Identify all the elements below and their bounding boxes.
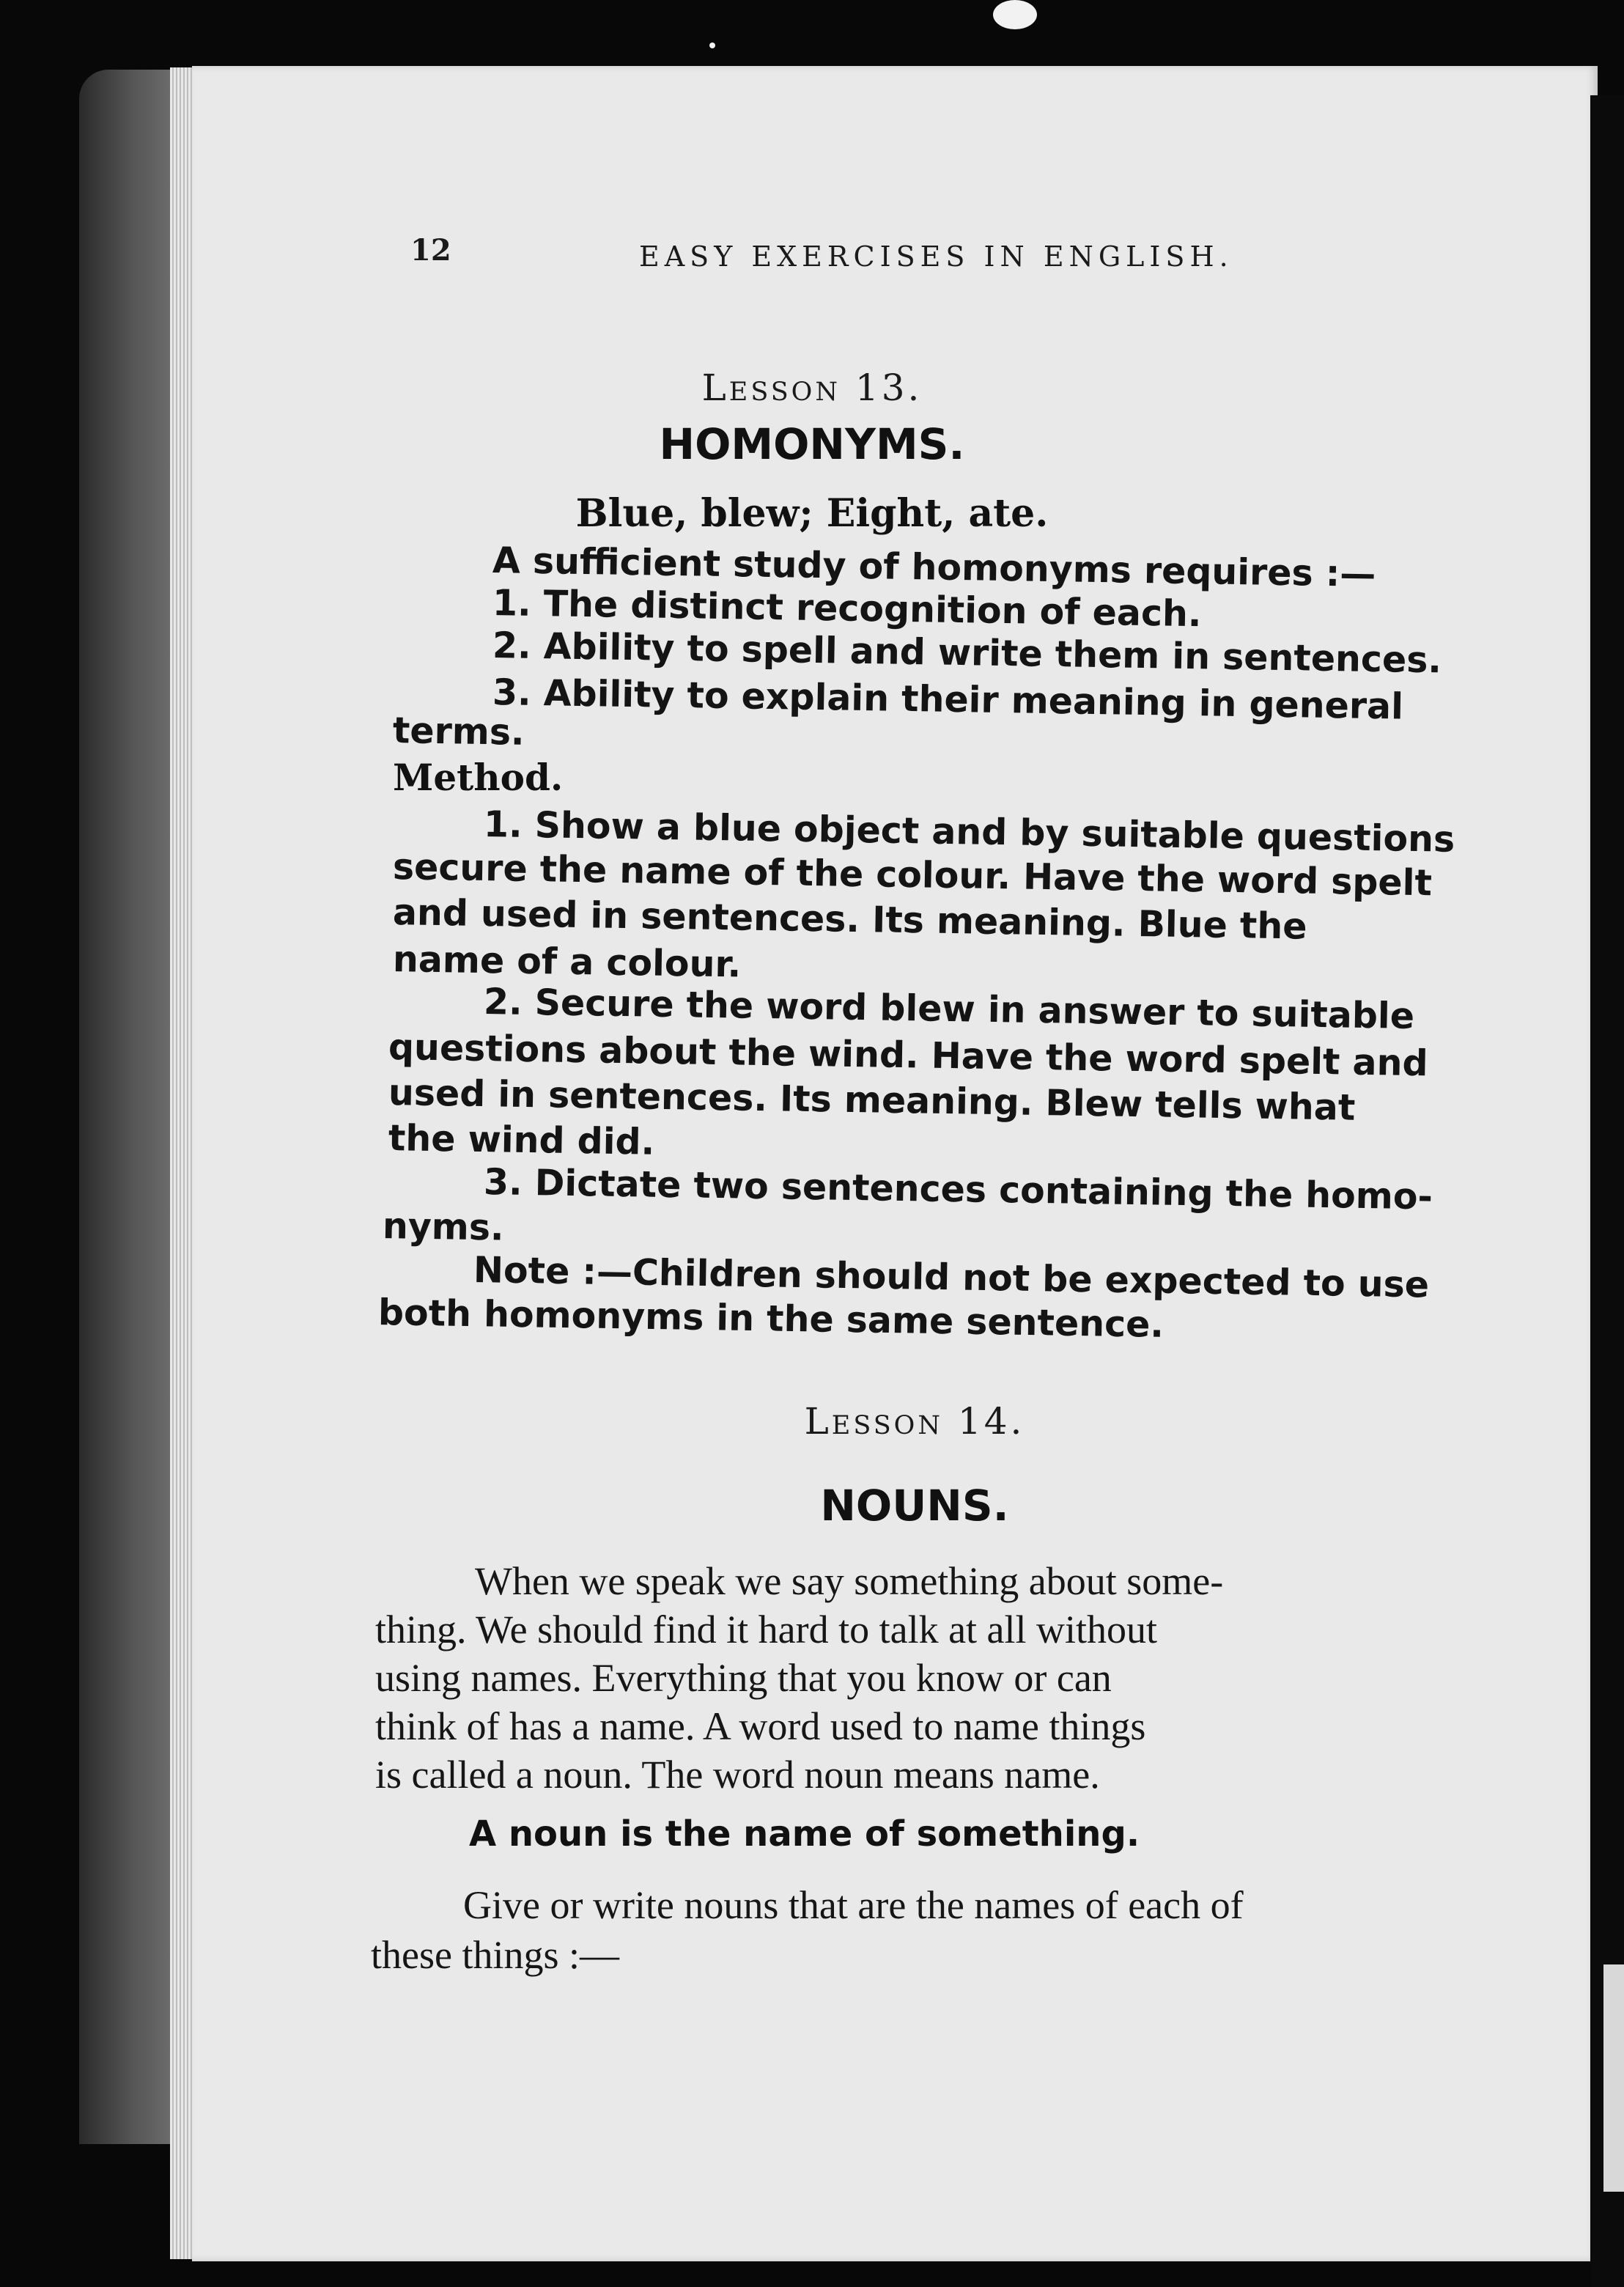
requirements-intro: A sufficient study of homonyms requires :—: [492, 539, 1376, 595]
backdrop-light-speck: [993, 0, 1037, 29]
method-line: name of a colour.: [392, 938, 742, 986]
exercise-line: Give or write nouns that are the names of each of: [463, 1883, 1244, 1927]
next-page-sliver: [1603, 1964, 1624, 2192]
method-line: 2. Secure the word blew in answer to suitable: [483, 981, 1415, 1037]
requirement-line: terms.: [392, 710, 525, 754]
noun-definition-rule: A noun is the name of something.: [469, 1813, 1140, 1855]
nouns-body-line: thing. We should find it hard to talk at all without: [375, 1607, 1158, 1651]
requirement-line: 2. Ability to spell and write them in sentences.: [492, 625, 1442, 682]
backdrop-speck: [709, 43, 715, 48]
running-head: [0, 233, 1624, 277]
running-title: EASY EXERCISES IN ENGLISH.: [639, 240, 1233, 273]
lesson-14-heading: Lesson 14.: [804, 1400, 1025, 1443]
page-number: 12: [410, 233, 451, 268]
lesson-14-topic: NOUNS.: [820, 1481, 1009, 1531]
note-line: both homonyms in the same sentence.: [377, 1292, 1165, 1346]
method-line: questions about the wind. Have the word spelt and: [388, 1026, 1429, 1085]
nouns-body-line: When we speak we say something about some-: [475, 1559, 1224, 1603]
method-line: 1. Show a blue object and by suitable questions: [483, 803, 1455, 861]
lesson-13-heading: Lesson 13.: [701, 367, 923, 409]
method-line: secure the name of the colour. Have the word spelt: [392, 846, 1433, 905]
method-heading: Method.: [393, 756, 564, 799]
method-line: used in sentences. Its meaning. Blew tells what: [388, 1072, 1356, 1129]
nouns-body-line: using names. Everything that you know or can: [375, 1656, 1112, 1700]
homonym-pair: Blue, blew; Eight, ate.: [575, 491, 1049, 536]
requirement-line: 3. Ability to explain their meaning in general: [492, 671, 1404, 728]
method-line: the wind did.: [388, 1117, 655, 1163]
nouns-body-line: is called a noun. The word noun means name.: [375, 1753, 1100, 1797]
exercise-line: these things :—: [371, 1933, 619, 1977]
requirement-line: 1. The distinct recognition of each.: [492, 582, 1202, 636]
nouns-body-line: think of has a name. A word used to name things: [375, 1704, 1146, 1748]
method-line: nyms.: [382, 1205, 505, 1249]
lesson-13-topic: HOMONYMS.: [659, 419, 965, 469]
note-line: Note :—Children should not be expected to use: [473, 1249, 1430, 1306]
method-line: 3. Dictate two sentences containing the homo-: [483, 1161, 1433, 1218]
method-line: and used in sentences. Its meaning. Blue the: [392, 891, 1307, 948]
